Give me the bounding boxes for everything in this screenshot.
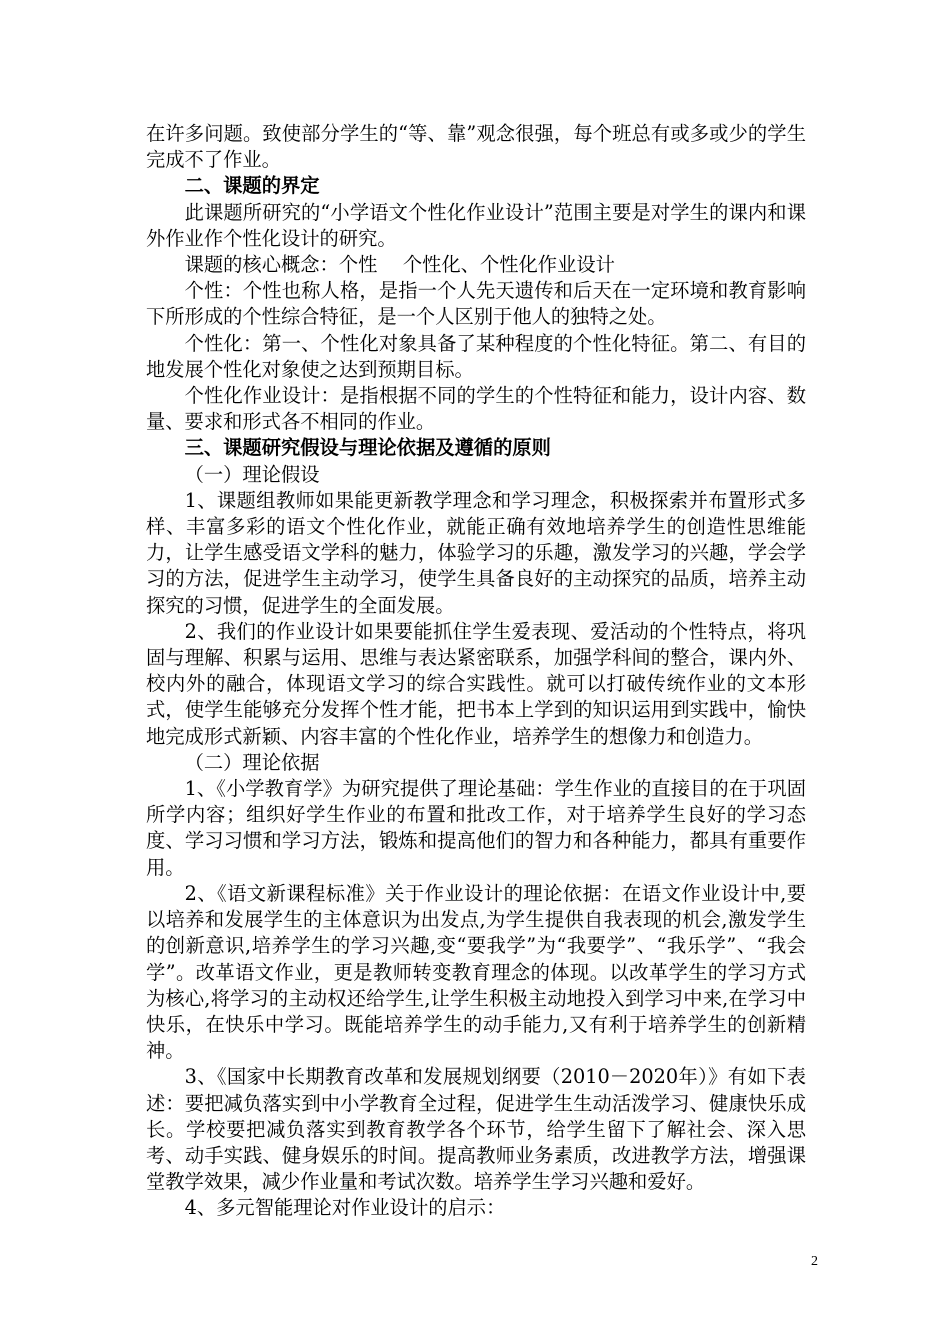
subheading-theory-hypothesis: （一）理论假设 [184,462,320,486]
paragraph-scope: 此课题所研究的“小学语文个性化作业设计”范围主要是对学生的课内和课外作业作个性化设计的研究。 [146,200,806,250]
paragraph-hypothesis-2: 2、我们的作业设计如果要能抓住学生爱表现、爱活动的个性特点，将巩固与理解、积累与运用、思维与表达紧密联系，加强学科间的整合，课内外、校内外的融合，体现语文学习的综合实践性。就可以打破传统作业的文本形式，使学生能够充分发挥个性才能，把书本上学到的知识运用到实践中，愉快地完成形式新颖、内容丰富的个性化作业，培养学生的想像力和创造力。 [146,619,806,748]
document-body [146,121,806,1222]
paragraph-basis-3: 3、《国家中长期教育改革和发展规划纲要（2010－2020年）》有如下表述：要把减负落实到中小学教育全过程，促进学生生动活泼学习、健康快乐成长。学校要把减负落实到教育教学各个环节，给学生留下了解社会、深入思考、动手实践、健身娱乐的时间。提高教师业务素质，改进教学方法，增强课堂教学效果，减少作业量和考试次数。培养学生学习兴趣和爱好。 [146,1065,806,1194]
paragraph-individualization: 个性化：第一、个性化对象具备了某种程度的个性化特征。第二、有目的地发展个性化对象使之达到预期目标。 [146,331,806,381]
paragraph-hypothesis-1: 1、课题组教师如果能更新教学理念和学习理念，积极探索并布置形式多样、丰富多彩的语文个性化作业，就能正确有效地培养学生的创造性思维能力，让学生感受语文学科的魅力，体验学习的乐趣，激发学习的兴趣，学会学习的方法，促进学生主动学习，使学生具备良好的主动探究的品质，培养主动探究的习惯，促进学生的全面发展。 [146,488,806,617]
section-heading-definition: 二、课题的界定 [184,174,320,198]
paragraph-basis-1: 1、《小学教育学》为研究提供了理论基础：学生作业的直接目的在于巩固所学内容；组织好学生作业的布置和批改工作，对于培养学生良好的学习态度、学习习惯和学习方法，锻炼和提高他们的智力和各种能力，都具有重要作用。 [146,777,806,879]
paragraph-individual-homework: 个性化作业设计：是指根据不同的学生的个性特征和能力，设计内容、数量、要求和形式各不相同的作业。 [146,384,806,434]
paragraph-basis-2: 2、《语文新课程标准》关于作业设计的理论依据：在语文作业设计中,要以培养和发展学生的主体意识为出发点,为学生提供自我表现的机会,激发学生的创新意识,培养学生的学习兴趣,变“要我学”为“我要学”、“我乐学”、“我会学”。改革语文作业，更是教师转变教育理念的体现。以改革学生的学习方式为核心,将学习的主动权还给学生,让学生积极主动地投入到学习中来,在学习中快乐，在快乐中学习。既能培养学生的动手能力,又有利于培养学生的创新精神。 [146,881,806,1063]
paragraph-continuation: 在许多问题。致使部分学生的“等、靠”观念很强，每个班总有或多或少的学生完成不了作业。 [146,122,806,172]
paragraph-core-concepts: 课题的核心概念：个性 个性化、个性化作业设计 [184,253,615,277]
paragraph-personality: 个性：个性也称人格，是指一个人先天遗传和后天在一定环境和教育影响下所形成的个性综合特征，是一个人区别于他人的独特之处。 [146,279,806,329]
section-heading-hypothesis: 三、课题研究假设与理论依据及遵循的原则 [184,436,551,460]
paragraph-basis-4: 4、多元智能理论对作业设计的启示： [184,1196,506,1220]
subheading-theory-basis: （二）理论依据 [184,750,320,774]
page-number: 2 [811,1254,818,1269]
